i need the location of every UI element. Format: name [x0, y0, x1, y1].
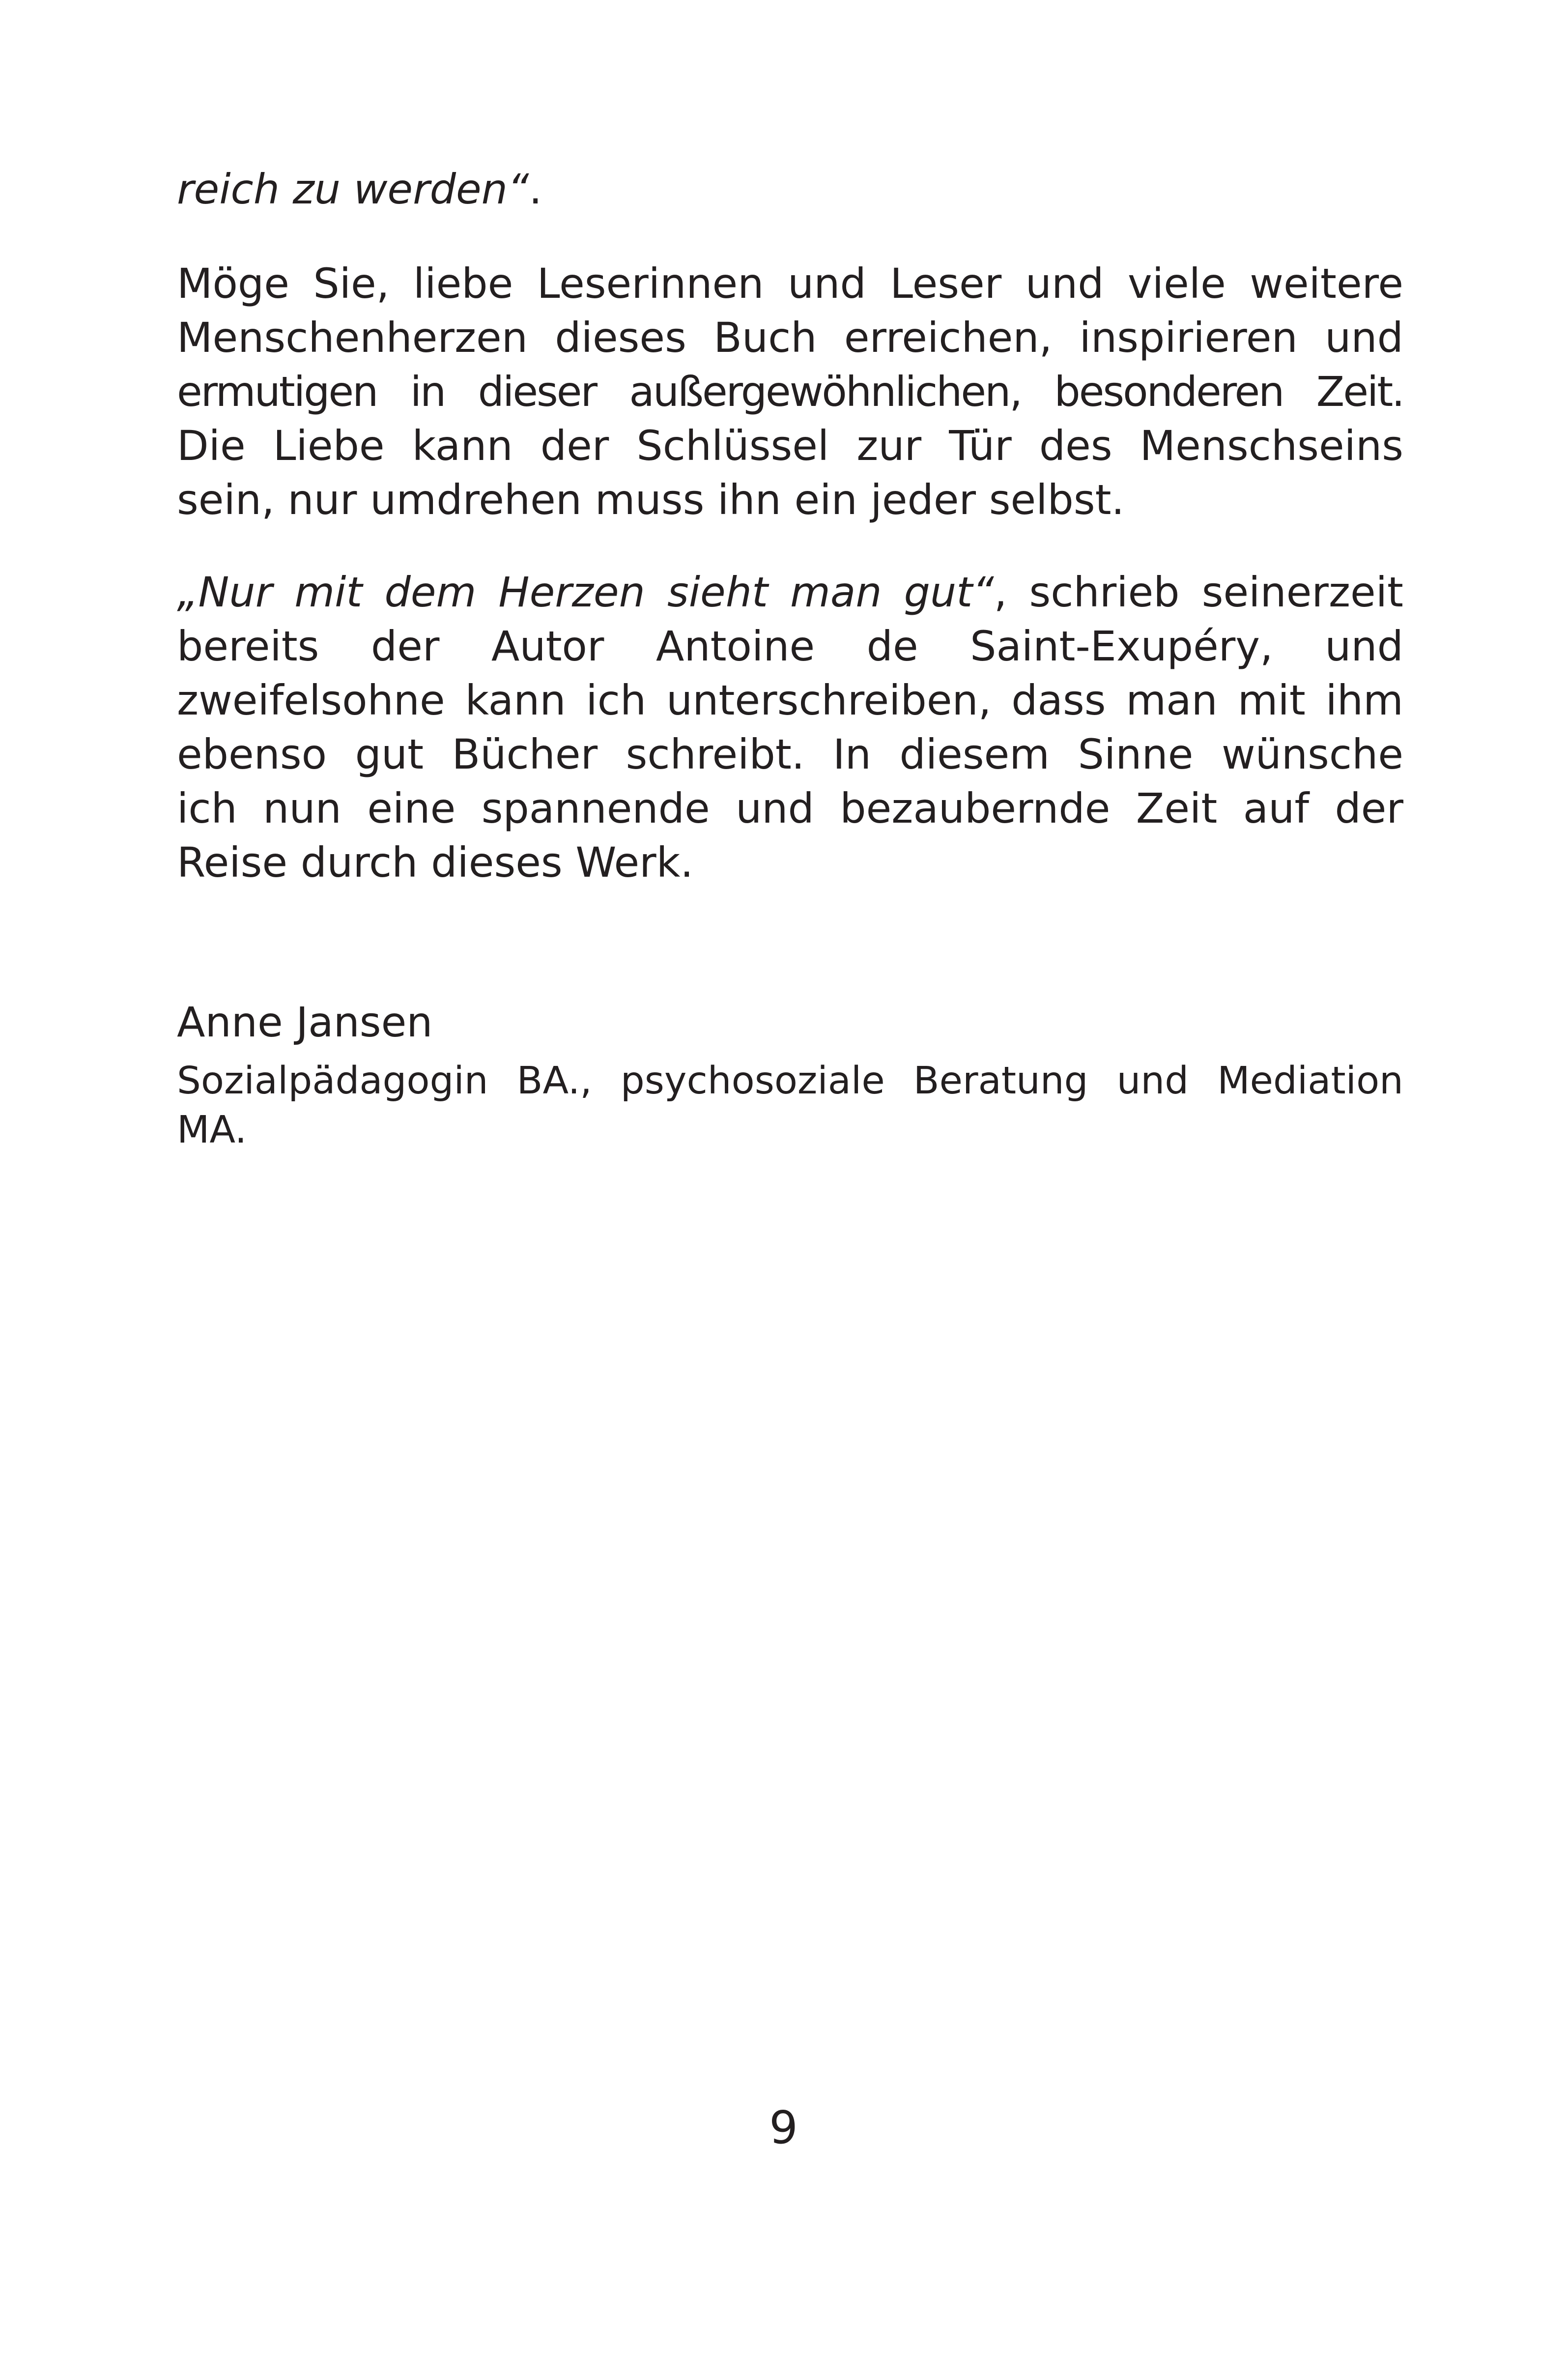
paragraph-1-line: ermutigen in dieser außergewöhnlichen, besonderen Zeit. [177, 368, 1403, 416]
paragraph-1-line: sein, nur umdrehen muss ihn ein jeder selbst. [177, 476, 1125, 524]
paragraph-2 [177, 565, 1403, 889]
author-title-line: Sozialpädagogin BA., psychosoziale Beratung und Mediation [177, 1059, 1403, 1103]
continuation-line [177, 162, 1403, 216]
paragraph-2-line: zweifelsohne kann ich unterschreiben, dass man mit ihm [177, 676, 1403, 724]
saint-exupery-quote: „Nur mit dem Herzen sieht man gut“ [177, 568, 994, 616]
paragraph-2-line: ich nun eine spannende und bezaubernde Zeit auf der [177, 784, 1403, 832]
paragraph-1-line: Möge Sie, liebe Leserinnen und Leser und viele weitere [177, 259, 1403, 308]
continuation-tail: . [529, 165, 542, 213]
signature-block [177, 995, 1403, 1049]
paragraph-2-line: Reise durch dieses Werk. [177, 838, 694, 887]
paragraph-1-line: Die Liebe kann der Schlüssel zur Tür des Menschseins [177, 422, 1403, 470]
paragraph-2-line: bereits der Autor Antoine de Saint-Exupéry, und [177, 622, 1403, 670]
continuation-italic: reich zu werden“ [177, 165, 529, 213]
paragraph-2-line [177, 565, 1403, 619]
paragraph-2-line1-rest: , schrieb seinerzeit [994, 568, 1403, 616]
author-name: Anne Jansen [177, 998, 433, 1046]
paragraph-1 [177, 257, 1403, 527]
page-number: 9 [769, 2101, 798, 2154]
paragraph-2-line: ebenso gut Bücher schreibt. In diesem Sinne wünsche [177, 730, 1403, 778]
author-credentials [177, 1057, 1403, 1155]
continuation-text [177, 162, 1403, 216]
author-title-line: MA. [177, 1108, 247, 1152]
paragraph-1-line: Menschenherzen dieses Buch erreichen, inspirieren und [177, 314, 1403, 362]
